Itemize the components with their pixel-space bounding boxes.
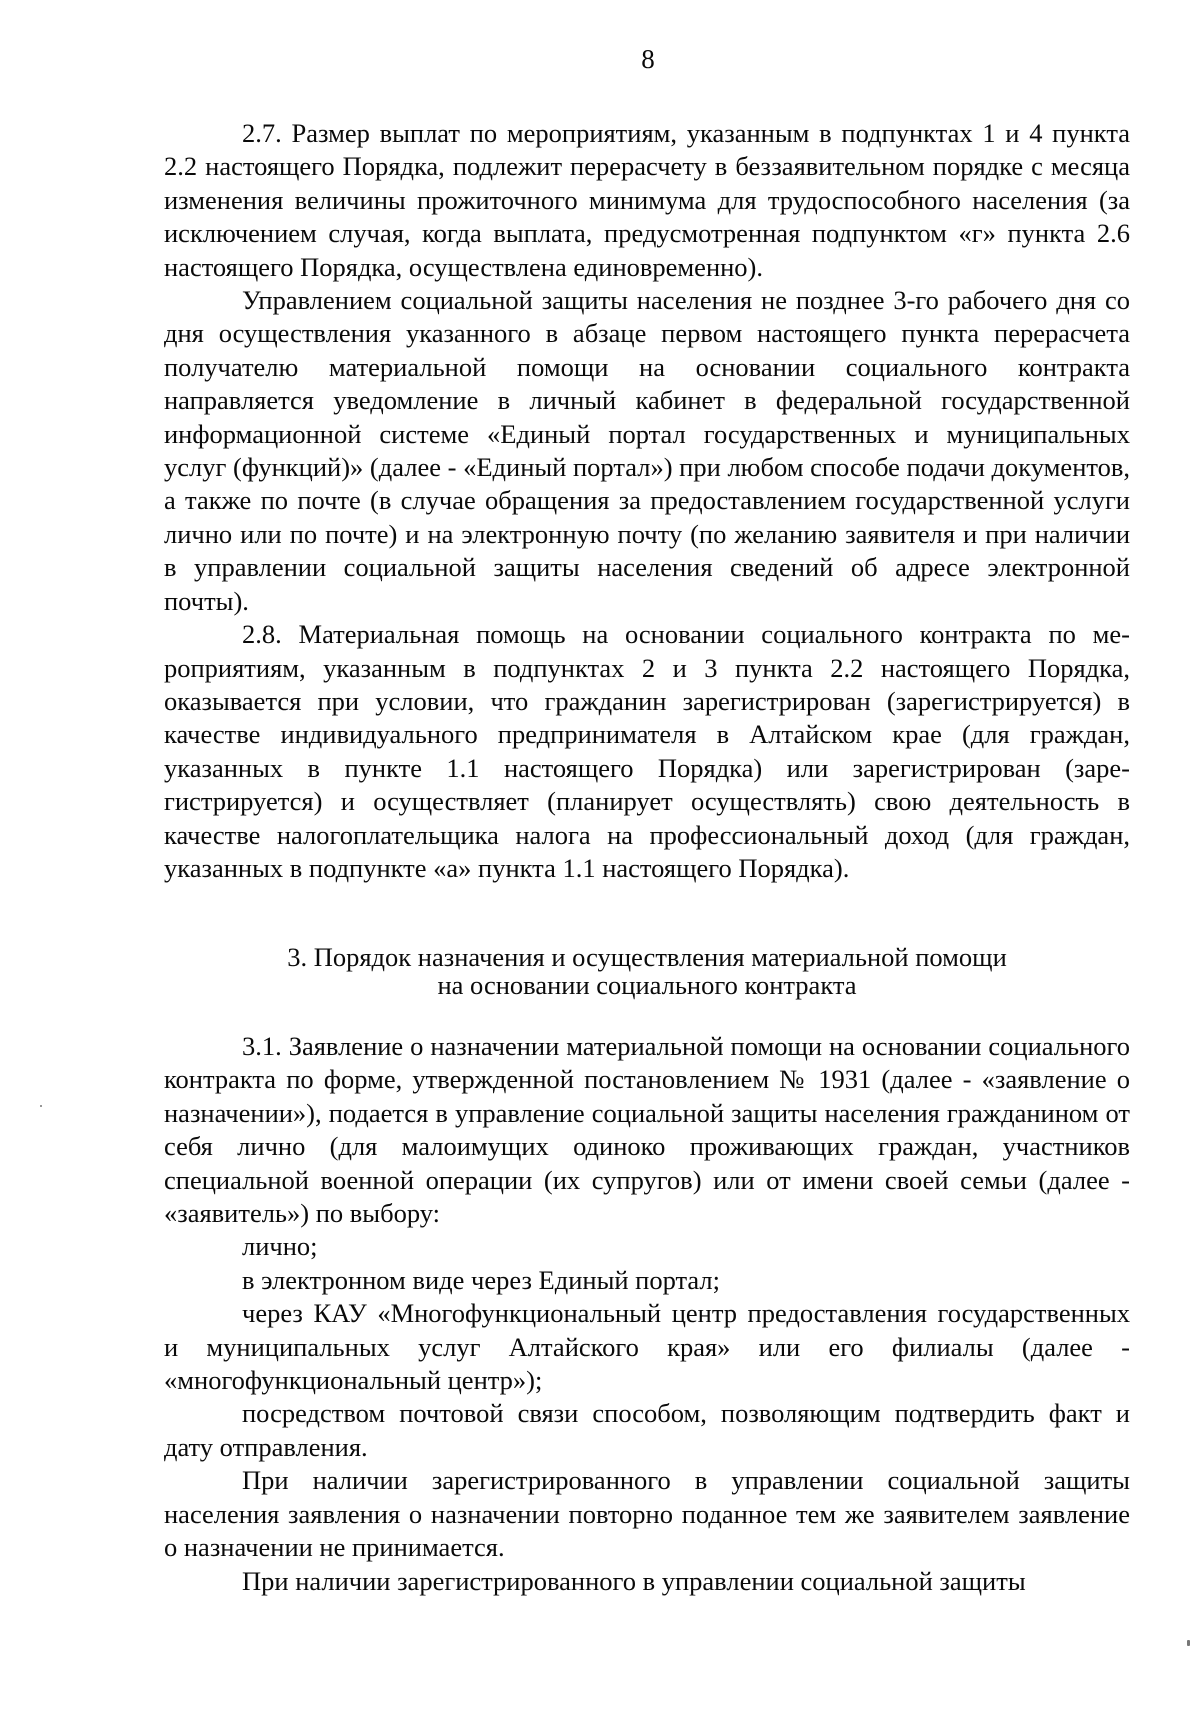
paragraph-notification: Управлением социальной защиты населения не позднее 3-го рабочего дня со дня осуществления указанного в абзаце первом настоящего пункта перерасчета получателю материальной помощи на основании социального контракта направляется уведомление в личный кабинет в федеральной государственной информационной системе «Единый портал государственных и муниципальных услуг (функций)» (далее - «Единый портал») при любом способе подачи документов, а также по почте (в случае обращения за предоставлением государственной услуги лично или по почте) и на электронную почту (по желанию заявителя и при наличии в управлении социальной защиты населения сведений об адресе электронной почты). bbox=[164, 285, 1130, 616]
paragraph-3-1: 3.1. Заявление о назначении материальной помощи на основании социального контракта по форме, утвержденной постановлением № 1931 (далее - «заявление о назначении»), подается в управление социальной защиты населения гражданином от себя лично (для малоимущих одиноко проживающих граждан, участников специальной военной операции (их супругов) или от имени своей семьи (далее - «заявитель») по выбору: bbox=[164, 1031, 1130, 1229]
list-item-in-person: лично; bbox=[242, 1231, 318, 1262]
section-heading-line-2: на основании социального контракта bbox=[437, 970, 857, 1000]
section-heading bbox=[164, 943, 1130, 999]
paragraph-2-8: 2.8. Материальная помощь на основании социального контракта по мероприятиям, указанным в подпунктах 2 и 3 пункта 2.2 настоящего Порядка, оказывается при условии, что гражданин зарегистрирован (зарегистрируется) в качестве индивидуального предпринимателя в Алтайском крае (для граждан, указанных в пункте 1.1 настоящего Порядка) или зарегистрирован (зарегистрируется) и осуществляет (планирует осуществлять) свою деятельность в качестве налогоплательщика налога на профессиональный доход (для граждан, указанных в подпункте «а» пункта 1.1 настоящего Порядка). bbox=[164, 619, 1130, 883]
paragraph-repeat-application: При наличии зарегистрированного в управлении социальной защиты населения заявления о назначении повторно поданное тем же заявителем заявление о назначении не принимается. bbox=[164, 1465, 1130, 1563]
scan-speck bbox=[40, 1105, 42, 1107]
scan-speck bbox=[1187, 1640, 1190, 1646]
paragraph-2-7: 2.7. Размер выплат по мероприятиям, указанным в подпунктах 1 и 4 пункта 2.2 настоящего Порядка, подлежит перерасчету в беззаявительном порядке с месяца изменения величины прожиточного минимума для трудоспособного населения (за исключением случая, когда выплата, предусмотренная подпунктом «г» пункта 2.6 настоящего Порядка, осуществлена единовременно). bbox=[164, 118, 1130, 282]
page-number: 8 bbox=[641, 44, 655, 74]
text-block-top bbox=[164, 117, 1130, 885]
list-item-post: посредством почтовой связи способом, позволяющим подтвердить факт и дату отправления. bbox=[164, 1398, 1130, 1462]
paragraph-continuation: При наличии зарегистрированного в управлении социальной защиты bbox=[242, 1565, 1026, 1596]
list-item-electronic: в электронном виде через Единый портал; bbox=[242, 1264, 720, 1295]
section-heading-line-1: 3. Порядок назначения и осуществления материальной помощи bbox=[287, 942, 1007, 972]
list-item-mfc: через КАУ «Многофункциональный центр предоставления государственных и муниципальных услуг Алтайского края» или его филиалы (далее - «многофункциональный центр»); bbox=[164, 1298, 1130, 1396]
text-block-bottom bbox=[164, 1030, 1130, 1598]
